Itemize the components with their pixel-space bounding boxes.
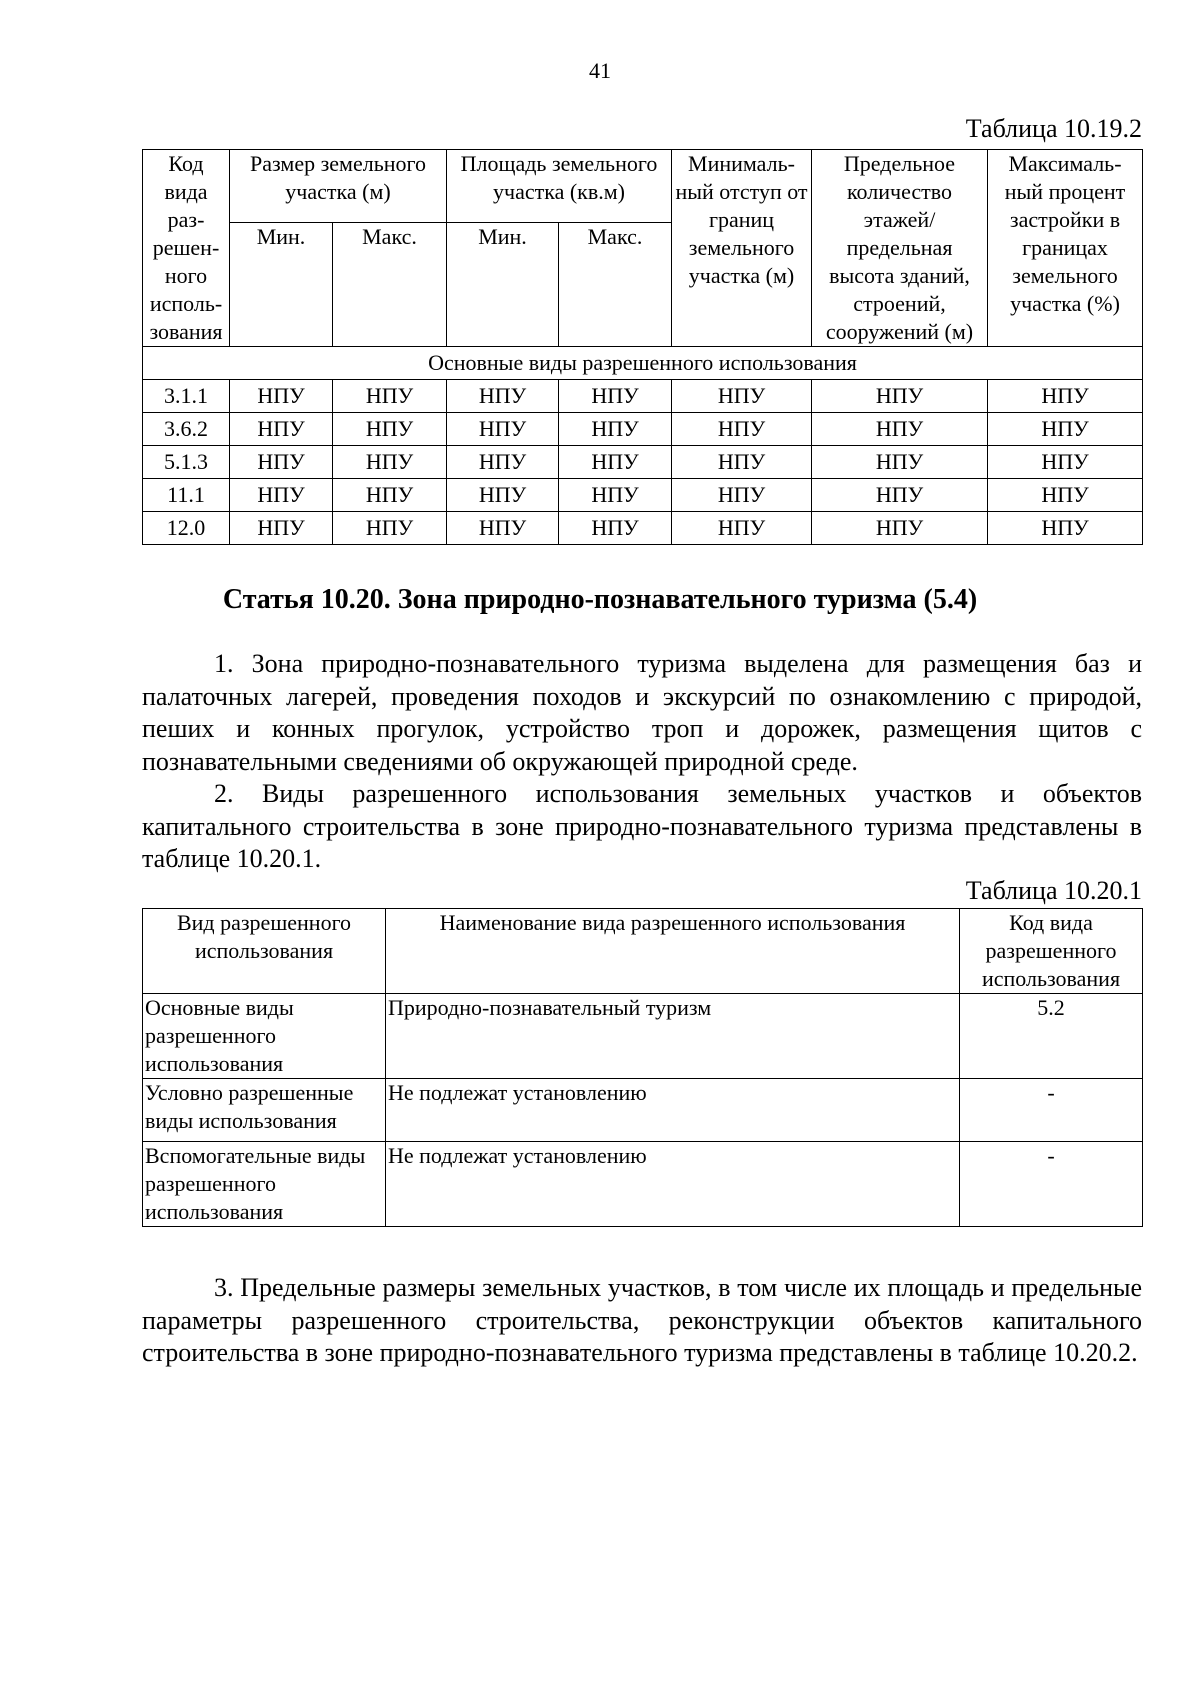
header-coverage: Максималь-ный процент застройки в границах земельного участка (%) <box>988 150 1143 347</box>
cell: НПУ <box>812 413 988 446</box>
cell: НПУ <box>230 512 333 545</box>
cell: 5.1.3 <box>143 446 230 479</box>
header-size-min: Мин. <box>230 223 333 347</box>
table-row <box>143 380 1143 413</box>
cell: НПУ <box>672 380 812 413</box>
cell: НПУ <box>988 446 1143 479</box>
header-type: Вид разрешенного использования <box>143 909 386 994</box>
cell: 12.0 <box>143 512 230 545</box>
cell-code: 5.2 <box>960 994 1143 1079</box>
cell-type: Основные виды разрешенного использования <box>143 994 386 1079</box>
header-setback: Минималь-ный отступ от границ земельного участка (м) <box>672 150 812 347</box>
cell: НПУ <box>672 446 812 479</box>
cell: НПУ <box>988 413 1143 446</box>
cell: НПУ <box>988 512 1143 545</box>
cell: НПУ <box>812 479 988 512</box>
table-row <box>143 994 1143 1079</box>
table-10-20-1 <box>142 908 1143 1227</box>
table-row <box>143 446 1143 479</box>
header-area-max: Макс. <box>559 223 672 347</box>
header-name: Наименование вида разрешенного использования <box>386 909 960 994</box>
page-number: 41 <box>589 58 611 83</box>
cell: НПУ <box>559 413 672 446</box>
cell: 3.6.2 <box>143 413 230 446</box>
table-caption-10-19-2: Таблица 10.19.2 <box>965 114 1142 143</box>
cell: НПУ <box>812 380 988 413</box>
cell-name: Не подлежат установлению <box>386 1079 960 1142</box>
cell: 3.1.1 <box>143 380 230 413</box>
cell: НПУ <box>447 413 559 446</box>
table-row <box>143 479 1143 512</box>
cell: НПУ <box>988 380 1143 413</box>
cell-name: Не подлежат установлению <box>386 1142 960 1227</box>
cell: НПУ <box>447 446 559 479</box>
paragraph-3: 3. Предельные размеры земельных участков, в том числе их площадь и предельные параметры разрешенного строительства, реконструкции объектов капитального строительства в зоне природно-познавательного туризма представлены в таблице 10.20.2. <box>142 1273 1142 1367</box>
header-code-text: Код вида раз-решен-ного исполь-зования <box>149 151 223 344</box>
cell: 11.1 <box>143 479 230 512</box>
header-floors: Предельное количество этажей/ предельная высота зданий, строений, сооружений (м) <box>812 150 988 347</box>
table-row <box>143 1079 1143 1142</box>
header-area: Площадь земельного участка (кв.м) <box>447 150 672 223</box>
cell: НПУ <box>559 380 672 413</box>
cell: НПУ <box>672 413 812 446</box>
article-heading: Статья 10.20. Зона природно-познавательного туризма (5.4) <box>222 584 978 615</box>
cell: НПУ <box>447 512 559 545</box>
cell: НПУ <box>559 512 672 545</box>
cell: НПУ <box>559 479 672 512</box>
cell: НПУ <box>333 512 447 545</box>
header-size: Размер земельного участка (м) <box>230 150 447 223</box>
cell: НПУ <box>988 479 1143 512</box>
cell: НПУ <box>812 446 988 479</box>
header-area-min: Мин. <box>447 223 559 347</box>
table-row <box>143 1142 1143 1227</box>
cell-type: Вспомогательные виды разрешенного использования <box>143 1142 386 1227</box>
table-row <box>143 512 1143 545</box>
cell: НПУ <box>447 479 559 512</box>
section-label: Основные виды разрешенного использования <box>143 347 1143 380</box>
cell: НПУ <box>672 512 812 545</box>
cell: НПУ <box>812 512 988 545</box>
paragraph-1: 1. Зона природно-познавательного туризма выделена для размещения баз и палаточных лагерей, проведения походов и экскурсий по ознакомлению с природой, пеших и конных прогулок, устройство троп и дорожек, размещения щитов с познавательными сведениями об окружающей природной среде. <box>142 649 1142 776</box>
cell: НПУ <box>333 380 447 413</box>
cell: НПУ <box>672 479 812 512</box>
header-code <box>143 150 230 347</box>
cell: НПУ <box>230 446 333 479</box>
cell: НПУ <box>333 413 447 446</box>
cell-type: Условно разрешенные виды использования <box>143 1079 386 1142</box>
header-code: Код вида разрешенного использования <box>960 909 1143 994</box>
table-caption-10-20-1: Таблица 10.20.1 <box>965 876 1142 905</box>
table-row <box>143 413 1143 446</box>
cell-code: - <box>960 1079 1143 1142</box>
cell: НПУ <box>333 479 447 512</box>
cell: НПУ <box>333 446 447 479</box>
cell: НПУ <box>230 380 333 413</box>
cell: НПУ <box>447 380 559 413</box>
cell: НПУ <box>230 413 333 446</box>
cell: НПУ <box>559 446 672 479</box>
cell: НПУ <box>230 479 333 512</box>
header-size-max: Макс. <box>333 223 447 347</box>
cell-code: - <box>960 1142 1143 1227</box>
table-10-19-2 <box>142 149 1143 545</box>
paragraph-2: 2. Виды разрешенного использования земельных участков и объектов капитального строительства в зоне природно-познавательного туризма представлены в таблице 10.20.1. <box>142 779 1142 873</box>
cell-name: Природно-познавательный туризм <box>386 994 960 1079</box>
